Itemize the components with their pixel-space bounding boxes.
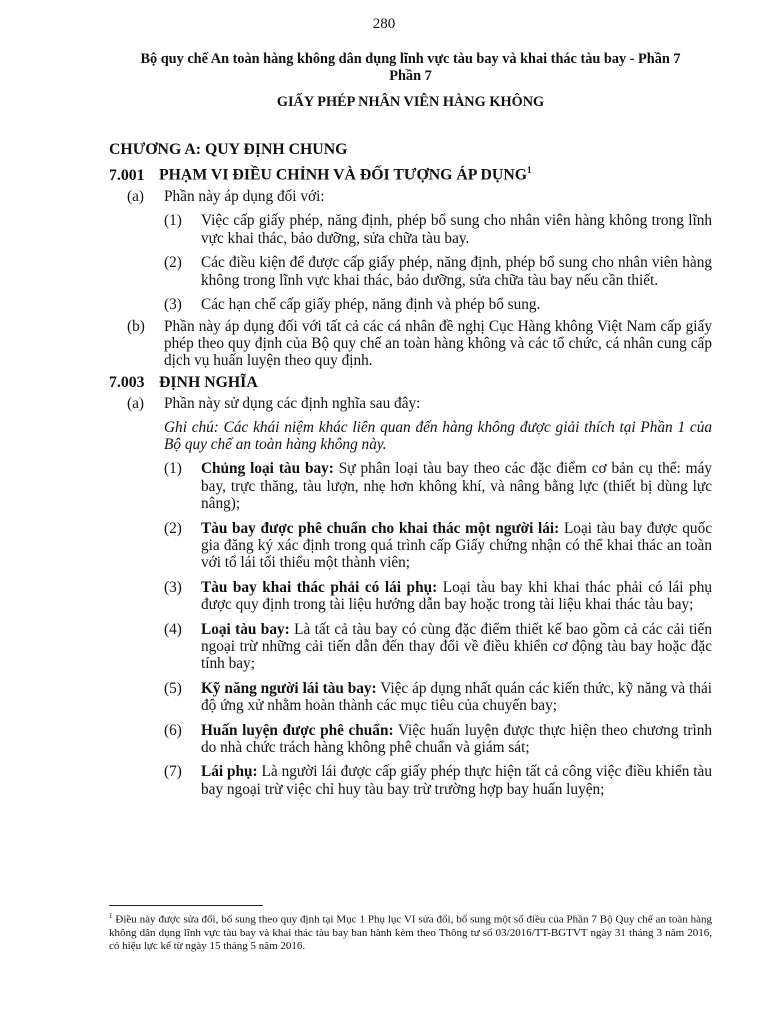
item-label: (4) (164, 620, 182, 638)
definition-text: Sự phân loại tàu bay theo các đặc điểm cơ bản cụ thể: máy bay, trực thăng, tàu lượn, nhẹ hơn không khí, và nâng bằng lực (thiết bị dùng lực nâng); (201, 460, 713, 513)
footnote-divider (109, 905, 263, 906)
item-text: Việc cấp giấy phép, năng định, phép bổ sung cho nhân viên hàng không trong lĩnh vực khai thác, bảo dưỡng, sửa chữa tàu bay. (201, 212, 712, 247)
item-label: (6) (164, 721, 182, 739)
list-item (109, 296, 712, 313)
note: Ghi chú: Các khái niệm khác liên quan đến hàng không được giải thích tại Phần 1 của Bộ quy chế an toàn hàng không này. (164, 418, 712, 453)
definition-term: Tàu bay được phê chuẩn cho khai thác một người lái: (201, 519, 560, 537)
section-number: 7.003 (109, 373, 145, 391)
document-header (110, 51, 711, 85)
definition-text: Là tất cả tàu bay có cùng đặc điểm thiết kế bao gồm cả các cải tiến ngoại trừ những cải tiến dẫn đến thay đổi về điều khiển cơ động tàu bay hoặc đặc tính bay; (201, 620, 712, 673)
document-part-label: Phần 7 (389, 68, 432, 84)
definition-term: Huấn luyện được phê chuẩn: (201, 721, 394, 739)
section-heading-7-001 (109, 162, 712, 184)
list-item (109, 212, 712, 247)
section-number: 7.001 (109, 166, 145, 184)
section-title: ĐỊNH NGHĨA (159, 373, 258, 391)
paragraph-text: Phần này áp dụng đối với: (164, 188, 325, 206)
document-title: Bộ quy chế An toàn hàng không dân dụng lĩnh vực tàu bay và khai thác tàu bay - Phần 7 (140, 51, 681, 67)
paragraph-text: Phần này áp dụng đối với tất cả các cá nhân đề nghị Cục Hàng không Việt Nam cấp giấy phép theo quy định của Bộ quy chế an toàn hàng không và các tổ chức, cá nhân cung cấp dịch vụ huấn luyện theo quy định. (164, 317, 712, 370)
definition-text: Việc huấn luyện được thực hiện theo chương trình do nhà chức trách hàng không phê chuẩn và giám sát; (201, 721, 712, 757)
definition-term: Tàu bay khai thác phải có lái phụ: (201, 578, 438, 596)
item-label: (5) (164, 679, 182, 697)
item-label: (3) (164, 578, 182, 596)
definition-item (109, 722, 712, 757)
item-text: Các điều kiện để được cấp giấy phép, năng định, phép bổ sung cho nhân viên hàng không trong lĩnh vực khai thác, bảo dưỡng, sửa chữa tàu bay nếu cần thiết. (201, 254, 712, 289)
item-label: (2) (164, 254, 182, 272)
definition-text: Loại tàu bay được quốc gia đăng ký xác định trong quá trình cấp Giấy chứng nhận có thể khai thác an toàn với tổ lái tối thiểu một thành viên; (201, 519, 713, 572)
paragraph-a (109, 395, 712, 412)
section-title: PHẠM VI ĐIỀU CHỈNH VÀ ĐỐI TƯỢNG ÁP DỤNG (159, 166, 528, 184)
item-label: (7) (164, 763, 182, 781)
paragraph-label: (b) (127, 317, 145, 335)
paragraph-label: (a) (127, 188, 144, 206)
item-label: (1) (164, 212, 182, 230)
page-number: 280 (372, 16, 396, 32)
definition-item (109, 680, 712, 715)
item-text: Các hạn chế cấp giấy phép, năng định và phép bổ sung. (201, 296, 541, 314)
definition-text: Loại tàu bay khi khai thác phải có lái phụ được quy định trong tài liệu hướng dẫn bay hoặc trong tài liệu khai thác tàu bay; (201, 578, 712, 614)
definition-item (109, 520, 712, 572)
definition-text: Việc áp dụng nhất quán các kiến thức, kỹ năng và thái độ ứng xử nhằm hoàn thành các mục tiêu của chuyến bay; (201, 679, 712, 715)
section-heading-7-003 (109, 374, 712, 391)
item-label: (1) (164, 460, 182, 478)
definition-term: Lái phụ: (201, 763, 258, 781)
definition-item (109, 579, 712, 614)
definition-term: Chủng loại tàu bay: (201, 460, 334, 478)
footnote-text: Điều này được sửa đổi, bổ sung theo quy định tại Mục 1 Phụ lục VI sửa đổi, bổ sung một số điều của Phần 7 Bộ Quy chế an toàn hàng không dân dụng lĩnh vực tàu bay và khai thác tàu bay ban hành kèm theo Thông tư số 03/2016/TT-BGTVT ngày 31 tháng 3 năm 2016, có hiệu lực kể từ ngày 15 tháng 5 năm 2016. (109, 913, 712, 953)
footnote (109, 910, 712, 954)
item-label: (2) (164, 519, 182, 537)
footnote-ref[interactable]: 1 (527, 165, 532, 176)
definition-text: Là người lái được cấp giấy phép thực hiện tất cả công việc điều khiển tàu bay ngoại trừ việc chỉ huy tàu bay trừ trường hợp bay huấn luyện; (201, 763, 712, 798)
definition-item (109, 621, 712, 673)
definition-item (109, 763, 712, 798)
definition-term: Loại tàu bay: (201, 620, 290, 638)
paragraph-a (109, 188, 712, 205)
document-body (109, 141, 712, 798)
footnote-mark: 1 (109, 912, 113, 920)
item-label: (3) (164, 296, 182, 314)
paragraph-b (109, 318, 712, 370)
chapter-heading: CHƯƠNG A: QUY ĐỊNH CHUNG (109, 141, 348, 158)
definition-item (109, 460, 712, 512)
paragraph-text: Phần này sử dụng các định nghĩa sau đây: (164, 395, 421, 413)
paragraph-label: (a) (127, 395, 144, 413)
list-item (109, 254, 712, 289)
definition-term: Kỹ năng người lái tàu bay: (201, 679, 377, 697)
part-title: GIẤY PHÉP NHÂN VIÊN HÀNG KHÔNG (276, 94, 545, 110)
